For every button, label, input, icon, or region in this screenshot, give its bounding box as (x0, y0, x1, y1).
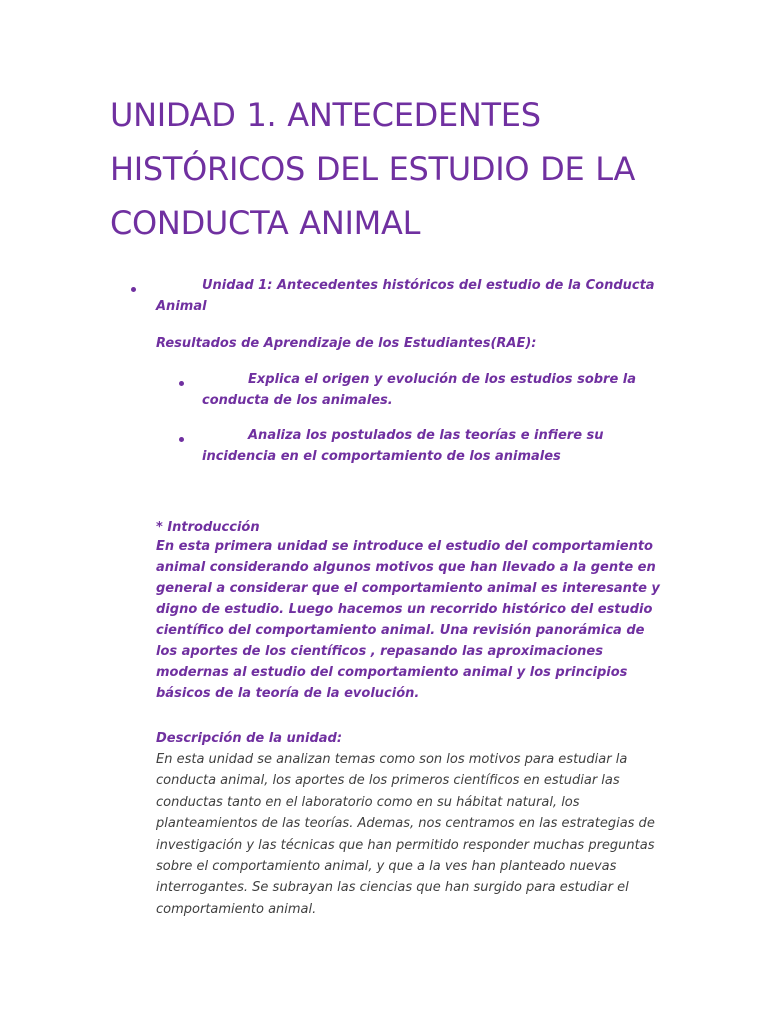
document-title: UNIDAD 1. ANTECEDENTES HISTÓRICOS DEL ESTUDIO DE LA CONDUCTA ANIMAL (110, 96, 636, 242)
rae-heading: Resultados de Aprendizaje de los Estudiantes(RAE): (156, 336, 537, 351)
description-heading: Descripción de la unidad: (156, 731, 343, 746)
intro-paragraph: En esta primera unidad se introduce el estudio del comportamiento animal considerando algunos motivos que han llevado a la gente en general a considerar que el comportamiento animal es interesante y digno de estudio. Luego hacemos un recorrido histórico del estudio científico del comportamiento animal. Una revisión panorámica de los aportes de los científicos , repasando las aproximaciones modernas al estudio del comportamiento animal y los principios básicos de la teoría de la evolución. (156, 539, 660, 701)
bullet-icon (178, 373, 186, 381)
unit-list-item: Unidad 1: Antecedentes históricos del estudio de la Conducta Animal (156, 278, 655, 314)
bullet-icon (178, 429, 186, 437)
bullet-icon (130, 279, 138, 287)
intro-heading: * Introducción (156, 520, 260, 535)
rae-list-item: Explica el origen y evolución de los estudios sobre la conducta de los animales. (202, 372, 637, 408)
rae-list-item: Analiza los postulados de las teorías e infiere su incidencia en el comportamiento de los animales (202, 428, 604, 464)
description-paragraph: En esta unidad se analizan temas como son los motivos para estudiar la conducta animal, los aportes de los primeros científicos en estudiar las conductas tanto en el laboratorio como en su hábitat natural, los planteamientos de las teorías. Ademas, nos centramos en las estrategias de investigación y las técnicas que han permitido responder muchas preguntas sobre el comportamiento animal, y que a la ves han planteado nuevas interrogantes. Se subrayan las ciencias que han surgido para estudiar el comportamiento animal. (156, 752, 655, 917)
